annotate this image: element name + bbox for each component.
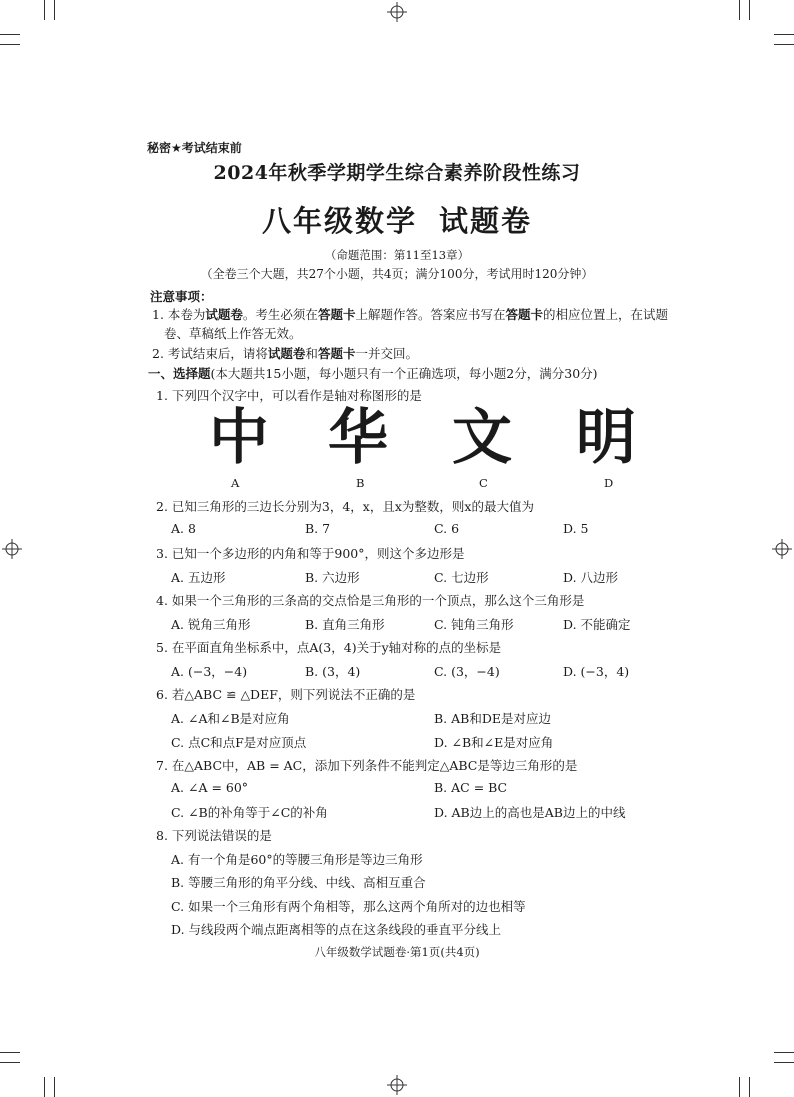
paper-subject: 八年级数学 bbox=[261, 204, 417, 238]
question-8-stem: 8. 下列说法错误的是 bbox=[156, 828, 272, 843]
q3-option-b: B. 六边形 bbox=[305, 570, 360, 585]
q7-option-b: B. AC = BC bbox=[434, 780, 508, 795]
q2-option-a: A. 8 bbox=[171, 521, 196, 536]
registration-mark-left bbox=[2, 539, 22, 559]
question-3-stem: 3. 已知一个多边形的内角和等于900°，则这个多边形是 bbox=[156, 546, 465, 561]
q3-option-d: D. 八边形 bbox=[563, 570, 619, 585]
question-2-stem: 2. 已知三角形的三边长分别为3，4，x，且x为整数，则x的最大值为 bbox=[156, 499, 534, 514]
q6-option-a: A. ∠A和∠B是对应角 bbox=[171, 711, 290, 726]
question-1-stem: 1. 下列四个汉字中，可以看作是轴对称图形的是 bbox=[156, 388, 422, 403]
char-option-c: 文 bbox=[452, 403, 512, 473]
notes-heading: 注意事项： bbox=[150, 289, 213, 304]
question-6-stem: 6. 若△ABC ≌ △DEF，则下列说法不正确的是 bbox=[156, 687, 416, 702]
q7-option-a: A. ∠A = 60° bbox=[171, 780, 249, 795]
note-1: 1. 本卷为试题卷。考生必须在答题卡上解题作答。答案应书写在答题卡的相应位置上，在试题 bbox=[152, 307, 668, 322]
section-heading: 一、选择题(本大题共15小题，每小题只有一个正确选项，每小题2分，满分30分) bbox=[148, 366, 598, 381]
q8-option-a: A. 有一个角是60°的等腰三角形是等边三角形 bbox=[171, 852, 423, 867]
option-letter-a: A bbox=[231, 476, 240, 490]
page-footer: 八年级数学试题卷·第1页(共4页) bbox=[314, 945, 480, 959]
q6-option-c: C. 点C和点F是对应顶点 bbox=[171, 735, 307, 750]
q2-option-b: B. 7 bbox=[305, 521, 331, 536]
q4-option-c: C. 钝角三角形 bbox=[434, 617, 514, 632]
exam-scope: （命题范围：第11至13章） bbox=[324, 248, 470, 262]
exam-title: 2024年秋季学期学生综合素养阶段性练习 bbox=[213, 162, 581, 184]
q5-option-b: B. (3，4) bbox=[305, 664, 361, 679]
exam-info: （全卷三个大题，共27个小题，共4页；满分100分，考试用时120分钟） bbox=[200, 267, 594, 281]
q2-option-c: C. 6 bbox=[434, 521, 460, 536]
q7-option-c: C. ∠B的补角等于∠C的补角 bbox=[171, 805, 328, 820]
question-5-stem: 5. 在平面直角坐标系中，点A(3，4)关于y轴对称的点的坐标是 bbox=[156, 640, 502, 655]
q6-option-d: D. ∠B和∠E是对应角 bbox=[434, 735, 554, 750]
q3-option-a: A. 五边形 bbox=[171, 570, 226, 585]
q4-option-a: A. 锐角三角形 bbox=[171, 617, 251, 632]
option-letter-b: B bbox=[356, 476, 365, 490]
q8-option-c: C. 如果一个三角形有两个角相等，那么这两个角所对的边也相等 bbox=[171, 899, 526, 914]
note-1-cont: 卷、草稿纸上作答无效。 bbox=[164, 326, 302, 341]
paper-type: 试题卷 bbox=[439, 204, 533, 238]
q5-option-d: D. (−3，4) bbox=[563, 664, 630, 679]
registration-mark-bottom bbox=[387, 1075, 407, 1095]
char-option-a: 中 bbox=[209, 403, 269, 473]
registration-mark-right bbox=[772, 539, 792, 559]
q2-option-d: D. 5 bbox=[563, 521, 589, 536]
option-letter-c: C bbox=[479, 476, 488, 490]
option-letter-d: D bbox=[604, 476, 614, 490]
q5-option-c: C. (3，−4) bbox=[434, 664, 500, 679]
confidential-label: 秘密★考试结束前 bbox=[147, 141, 242, 155]
q3-option-c: C. 七边形 bbox=[434, 570, 489, 585]
char-option-b: 华 bbox=[328, 403, 388, 473]
question-7-stem: 7. 在△ABC中，AB = AC，添加下列条件不能判定△ABC是等边三角形的是 bbox=[156, 758, 578, 773]
note-2: 2. 考试结束后，请将试题卷和答题卡一并交回。 bbox=[152, 346, 418, 361]
question-4-stem: 4. 如果一个三角形的三条高的交点恰是三角形的一个顶点，那么这个三角形是 bbox=[156, 593, 585, 608]
char-option-d: 明 bbox=[576, 403, 636, 473]
paper-title bbox=[0, 199, 794, 240]
q5-option-a: A. (−3，−4) bbox=[171, 664, 248, 679]
q8-option-d: D. 与线段两个端点距离相等的点在这条线段的垂直平分线上 bbox=[171, 922, 502, 937]
q6-option-b: B. AB和DE是对应边 bbox=[434, 711, 551, 726]
q8-option-b: B. 等腰三角形的角平分线、中线、高相互重合 bbox=[171, 875, 426, 890]
q7-option-d: D. AB边上的高也是AB边上的中线 bbox=[434, 805, 626, 820]
registration-mark-top bbox=[387, 2, 407, 22]
q4-option-b: B. 直角三角形 bbox=[305, 617, 385, 632]
q4-option-d: D. 不能确定 bbox=[563, 617, 631, 632]
